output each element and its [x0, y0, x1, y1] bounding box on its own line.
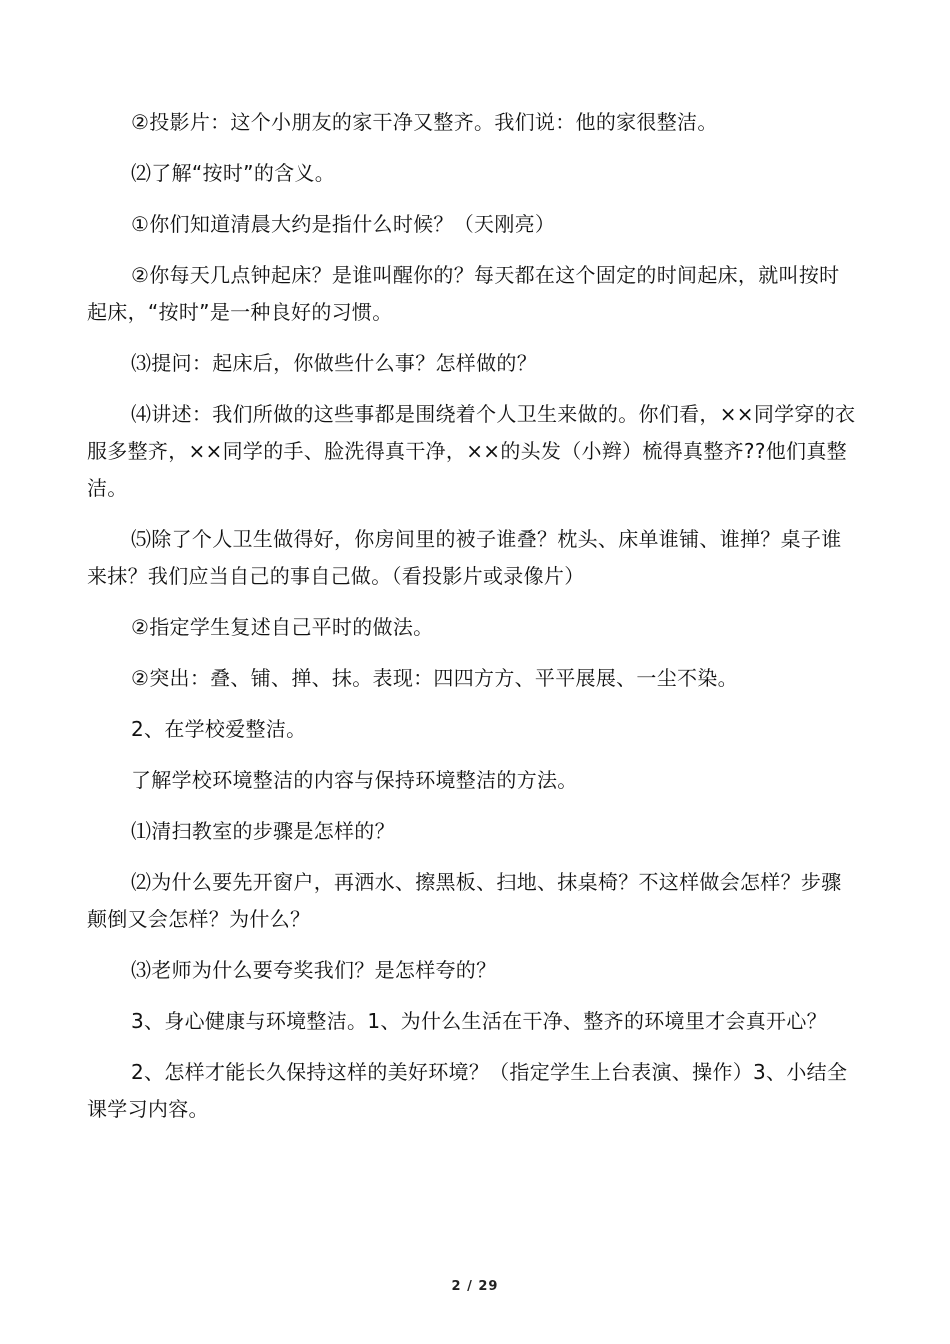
paragraph: ②突出：叠、铺、掸、抹。表现：四四方方、平平展展、一尘不染。	[131, 666, 738, 690]
paragraph: ②投影片：这个小朋友的家干净又整齐。我们说：他的家很整洁。	[131, 110, 718, 134]
paragraph: ⑴清扫教室的步骤是怎样的？	[131, 819, 395, 843]
paragraph: ②你每天几点钟起床？是谁叫醒你的？每天都在这个固定的时间起床，就叫按时起床，“按时”是一种良好的习惯。	[87, 263, 840, 324]
paragraph: ②指定学生复述自己平时的做法。	[131, 615, 434, 639]
paragraph: 了解学校环境整洁的内容与保持环境整洁的方法。	[131, 768, 578, 792]
paragraph: ⑷讲述：我们所做的这些事都是围绕着个人卫生来做的。你们看，××同学穿的衣服多整齐，××同学的手、脸洗得真干净，××的头发（小辫）梳得真整齐??他们真整洁。	[87, 402, 856, 500]
paragraph: ⑶提问：起床后，你做些什么事？怎样做的？	[131, 351, 537, 375]
paragraph: ①你们知道清晨大约是指什么时候？（天刚亮）	[131, 212, 556, 236]
page-number: 2 / 29	[451, 1279, 499, 1294]
section-heading: 2、在学校爱整洁。	[131, 717, 307, 741]
document-body	[87, 104, 857, 1142]
paragraph: ⑵了解“按时”的含义。	[131, 161, 336, 185]
paragraph: 3、身心健康与环境整洁。1、为什么生活在干净、整齐的环境里才会真开心？	[131, 1009, 827, 1033]
paragraph: ⑵为什么要先开窗户，再洒水、擦黑板、扫地、抹桌椅？不这样做会怎样？步骤颠倒又会怎样？为什么？	[87, 870, 842, 931]
paragraph: 2、怎样才能长久保持这样的美好环境？（指定学生上台表演、操作）3、小结全课学习内容。	[87, 1060, 848, 1121]
paragraph: ⑶老师为什么要夸奖我们？是怎样夸的？	[131, 958, 497, 982]
paragraph: ⑸除了个人卫生做得好，你房间里的被子谁叠？枕头、床单谁铺、谁掸？桌子谁来抹？我们应当自己的事自己做。（看投影片或录像片）	[87, 527, 842, 588]
